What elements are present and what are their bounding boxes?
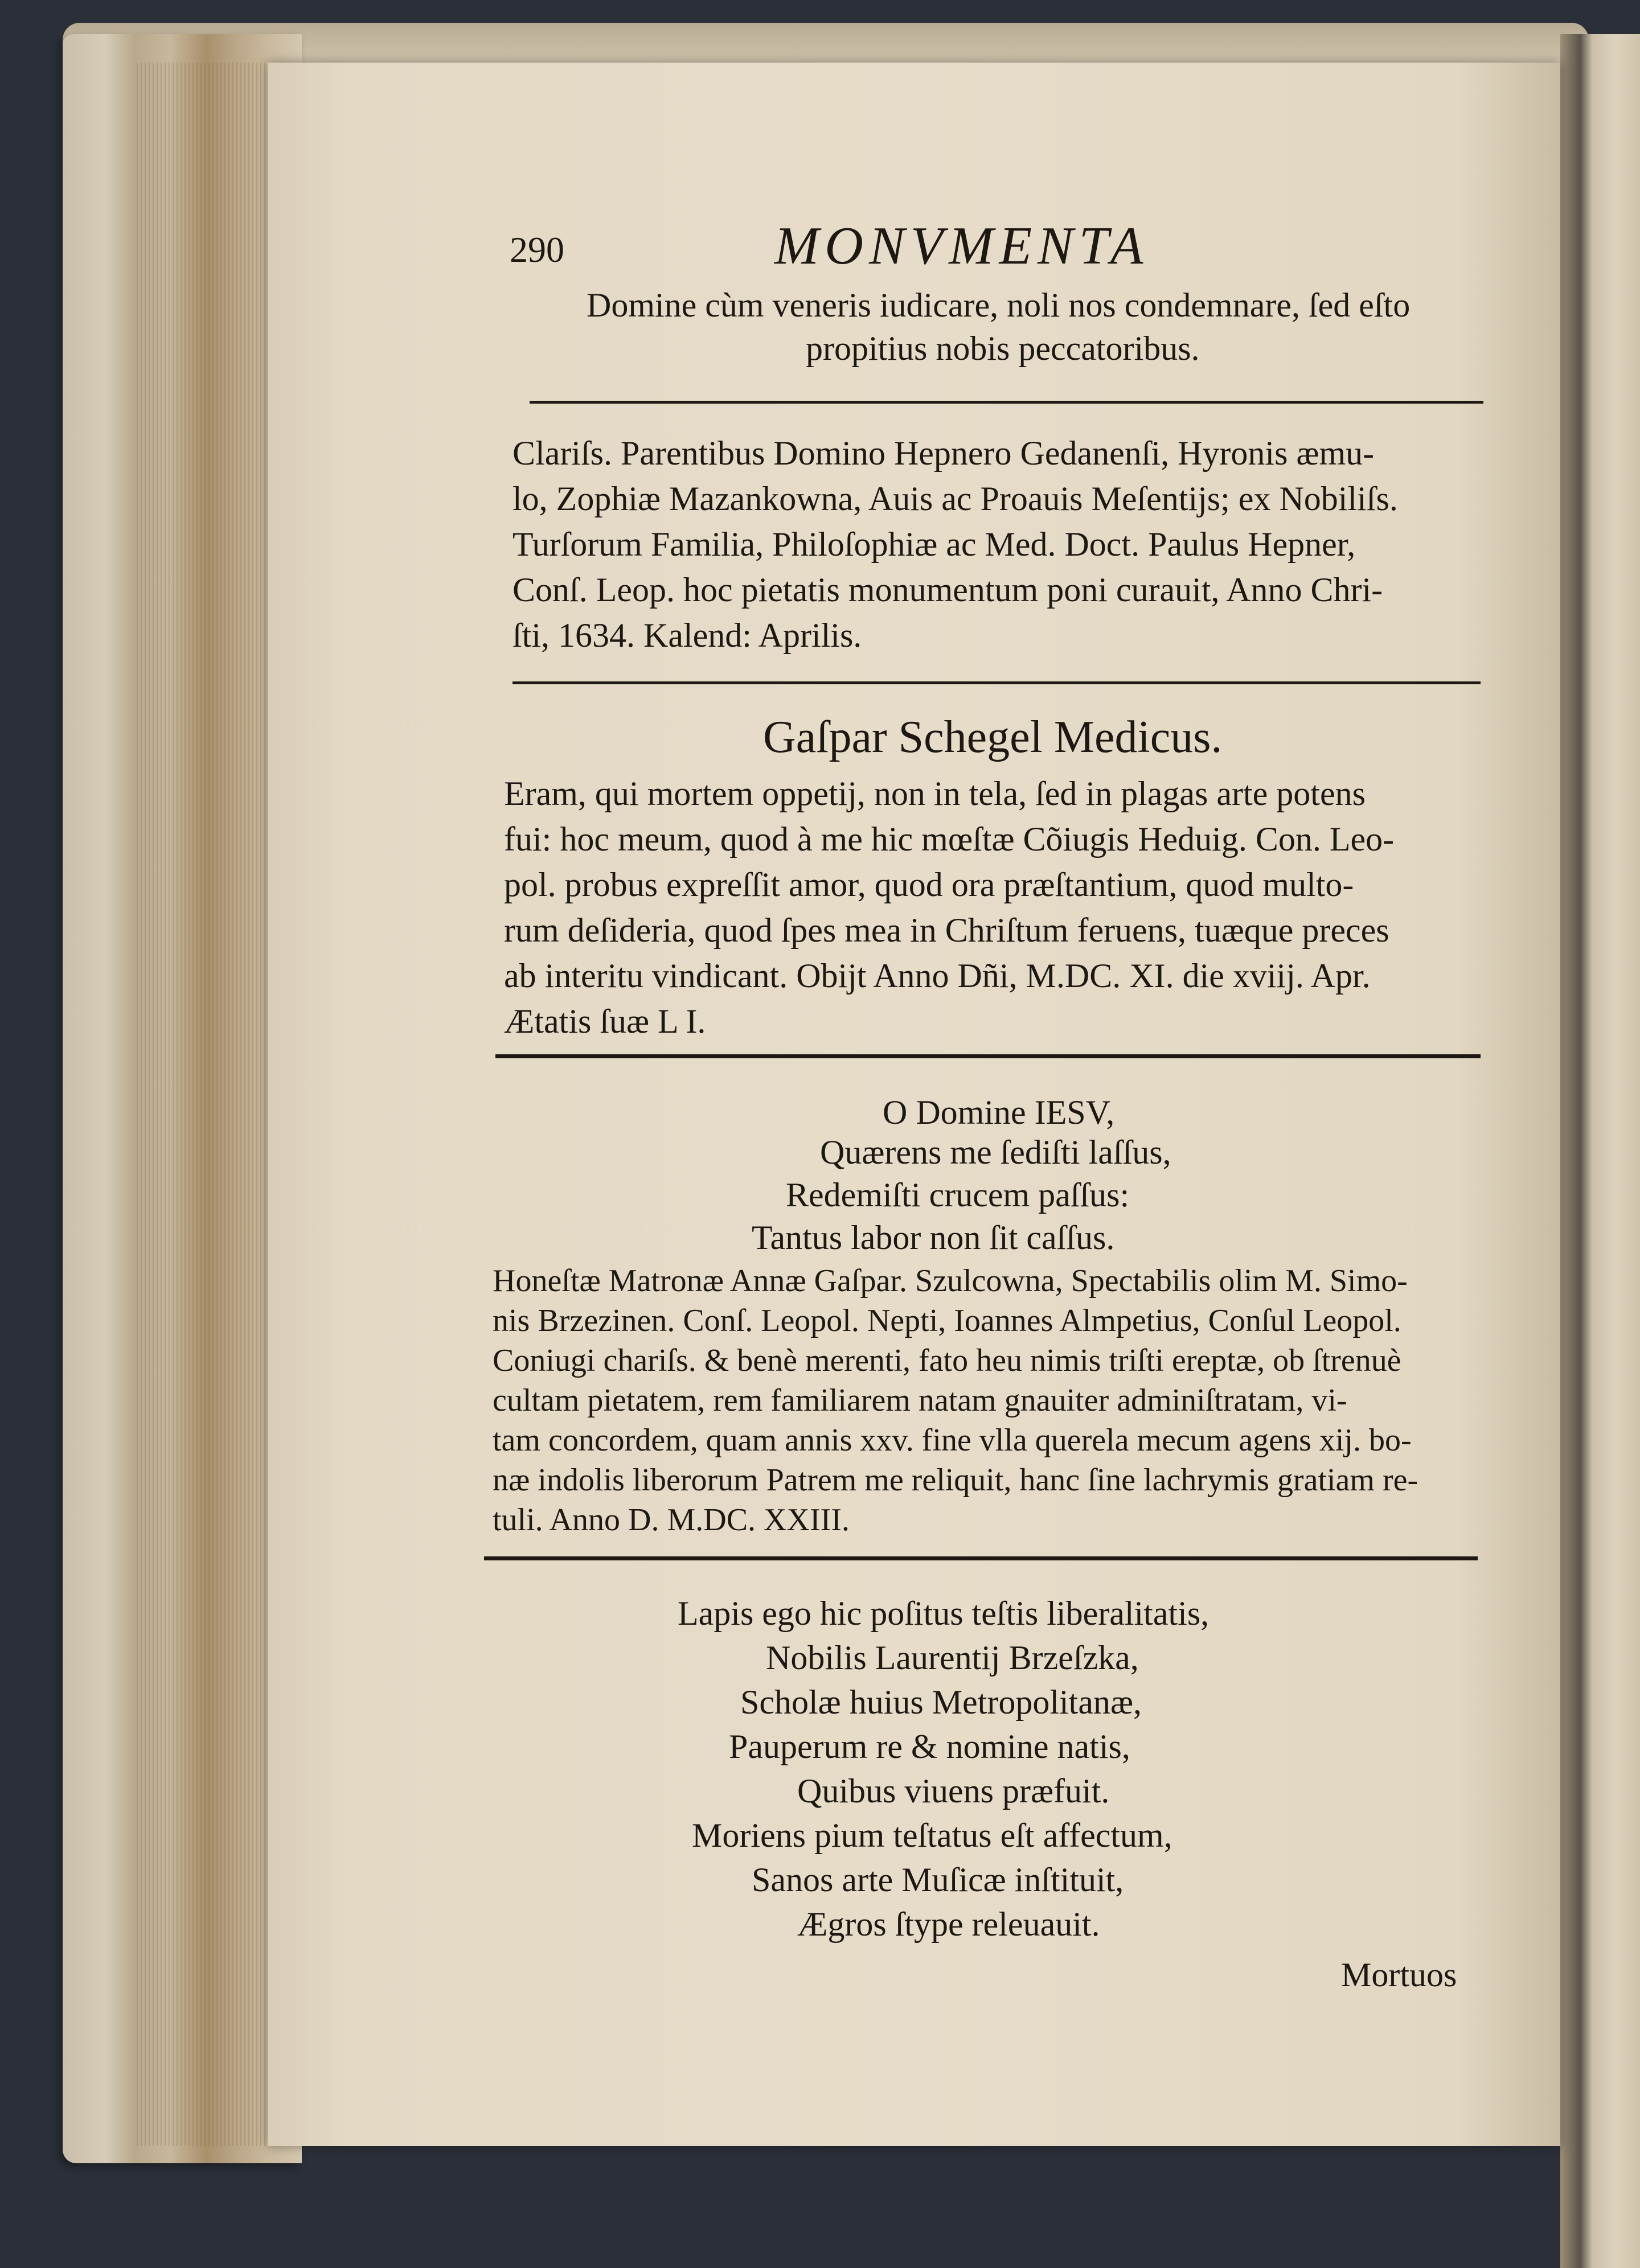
block3-line-6: Ætatis ſuæ L I. — [504, 1002, 706, 1040]
block5-line-2: Nobilis Laurentij Brzeſzka, — [766, 1639, 1139, 1677]
block5-line-4: Pauperum re & nomine natis, — [729, 1728, 1130, 1765]
block3-line-1: Eram, qui mortem oppetij, non in tela, ſed in plagas arte potens — [504, 775, 1366, 812]
book-gutter-right — [1560, 34, 1640, 2268]
block3-line-3: pol. probus expreſſit amor, quod ora præſtantium, quod multo- — [504, 866, 1354, 903]
running-head: MONVMENTA — [774, 216, 1149, 276]
block1-line-1: Domine cùm veneris iudicare, noli nos condemnare, ſed eſto — [587, 286, 1411, 324]
block4-verse-3: Redemiſti crucem paſſus: — [786, 1176, 1130, 1214]
block5-line-1: Lapis ego hic poſitus teſtis liberalitatis, — [678, 1595, 1210, 1632]
block4-line-7: tuli. Anno D. M.DC. XXIII. — [493, 1502, 850, 1538]
divider-3 — [495, 1054, 1481, 1058]
block5-line-5: Quibus viuens præfuit. — [797, 1772, 1110, 1810]
block4-verse-2: Quærens me ſediſti laſſus, — [820, 1133, 1171, 1171]
block1-line-2: propitius nobis peccatoribus. — [806, 330, 1200, 367]
block2-line-3: Turſorum Familia, Philoſophiæ ac Med. Doct. Paulus Hepner, — [512, 525, 1356, 563]
block3-title: Gaſpar Schegel Medicus. — [763, 712, 1223, 762]
block5-line-6: Moriens pium teſtatus eſt affectum, — [692, 1817, 1172, 1854]
block2-line-4: Conſ. Leop. hoc pietatis monumentum poni curauit, Anno Chri- — [512, 571, 1383, 609]
block2-line-1: Clariſs. Parentibus Domino Hepnero Gedanenſi, Hyronis æmu- — [512, 434, 1375, 472]
block4-verse-1: O Domine IESV, — [883, 1094, 1115, 1131]
divider-1 — [530, 401, 1483, 404]
catchword: Mortuos — [1341, 1956, 1457, 1994]
block4-line-5: tam concordem, quam annis xxv. fine vlla querela mecum agens xij. bo- — [493, 1423, 1412, 1458]
block5-line-7: Sanos arte Muſicæ inſtituit, — [752, 1861, 1124, 1899]
book-page — [268, 63, 1560, 2146]
block3-line-5: ab interitu vindicant. Obijt Anno Dñi, M.DC. XI. die xviij. Apr. — [504, 957, 1371, 995]
block4-verse-4: Tantus labor non ſit caſſus. — [752, 1219, 1115, 1256]
block4-line-2: nis Brzezinen. Conſ. Leopol. Nepti, Ioannes Almpetius, Conſul Leopol. — [493, 1303, 1401, 1338]
block4-line-6: næ indolis liberorum Patrem me reliquit, hanc ſine lachrymis gratiam re- — [493, 1462, 1418, 1498]
block3-line-4: rum deſideria, quod ſpes mea in Chriſtum feruens, tuæque preces — [504, 911, 1389, 949]
block3-line-2: fui: hoc meum, quod à me hic mœſtæ Cõiugis Heduig. Con. Leo- — [504, 820, 1395, 858]
block4-line-3: Coniugi chariſs. & benè merenti, fato heu nimis triſti ereptæ, ob ſtrenuè — [493, 1343, 1401, 1378]
block5-line-3: Scholæ huius Metropolitanæ, — [740, 1683, 1142, 1721]
block4-line-4: cultam pietatem, rem familiarem natam gnauiter adminiſtratam, vi- — [493, 1383, 1347, 1418]
block2-line-2: lo, Zophiæ Mazankowna, Auis ac Proauis Meſentijs; ex Nobiliſs. — [512, 480, 1398, 517]
block5-line-8: Ægros ſtype releuauit. — [797, 1905, 1100, 1943]
block2-line-5: ſti, 1634. Kalend: Aprilis. — [512, 617, 862, 654]
divider-2 — [512, 681, 1481, 684]
page-number: 290 — [510, 229, 564, 270]
page-edges-left — [63, 34, 302, 2163]
block4-line-1: Honeſtæ Matronæ Annæ Gaſpar. Szulcowna, Spectabilis olim M. Simo- — [493, 1263, 1408, 1299]
divider-4 — [484, 1556, 1478, 1560]
